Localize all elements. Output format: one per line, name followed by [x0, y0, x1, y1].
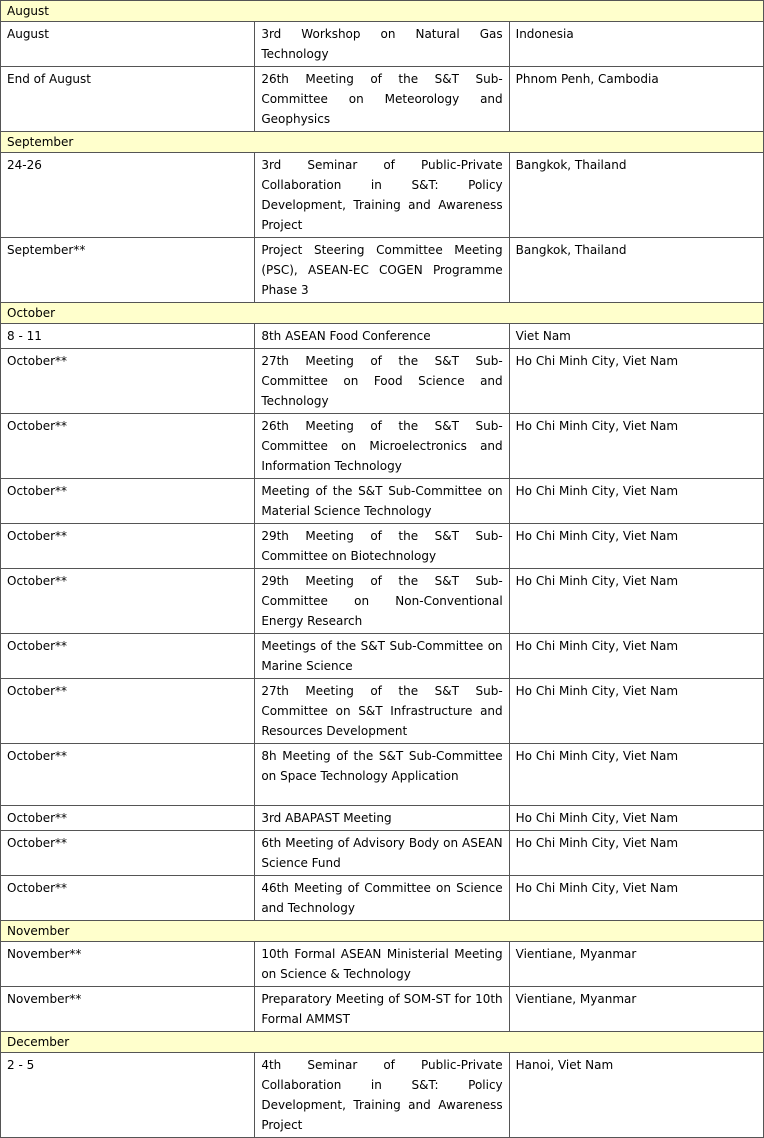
- date-cell: October**: [1, 414, 255, 479]
- venue-cell: Bangkok, Thailand: [509, 153, 763, 238]
- event-cell: 10th Formal ASEAN Ministerial Meeting on Science & Technology: [255, 942, 509, 987]
- event-cell: 27th Meeting of the S&T Sub-Committee on Food Science and Technology: [255, 349, 509, 414]
- table-row: [1, 153, 764, 238]
- date-cell: 8 - 11: [1, 324, 255, 349]
- month-label: October: [1, 303, 764, 324]
- event-cell: Project Steering Committee Meeting (PSC), ASEAN-EC COGEN Programme Phase 3: [255, 238, 509, 303]
- date-cell: August: [1, 22, 255, 67]
- month-header-row: [1, 921, 764, 942]
- event-cell: Meeting of the S&T Sub-Committee on Material Science Technology: [255, 479, 509, 524]
- table-row: [1, 679, 764, 744]
- event-cell: 26th Meeting of the S&T Sub-Committee on Microelectronics and Information Technology: [255, 414, 509, 479]
- table-row: [1, 569, 764, 634]
- month-header-row: [1, 132, 764, 153]
- month-label: December: [1, 1032, 764, 1053]
- venue-cell: Ho Chi Minh City, Viet Nam: [509, 806, 763, 831]
- venue-cell: Ho Chi Minh City, Viet Nam: [509, 349, 763, 414]
- date-cell: October**: [1, 806, 255, 831]
- table-row: [1, 67, 764, 132]
- table-row: [1, 349, 764, 414]
- event-cell: Preparatory Meeting of SOM-ST for 10th Formal AMMST: [255, 987, 509, 1032]
- venue-cell: Ho Chi Minh City, Viet Nam: [509, 524, 763, 569]
- table-row: [1, 22, 764, 67]
- date-cell: November**: [1, 942, 255, 987]
- month-label: August: [1, 1, 764, 22]
- table-row: [1, 942, 764, 987]
- table-row: [1, 744, 764, 806]
- event-cell: 6th Meeting of Advisory Body on ASEAN Science Fund: [255, 831, 509, 876]
- table-row: [1, 634, 764, 679]
- date-cell: October**: [1, 479, 255, 524]
- table-row: [1, 1053, 764, 1138]
- date-cell: October**: [1, 679, 255, 744]
- venue-cell: Ho Chi Minh City, Viet Nam: [509, 479, 763, 524]
- month-header-row: [1, 303, 764, 324]
- event-cell: 3rd Workshop on Natural Gas Technology: [255, 22, 509, 67]
- month-header-row: [1, 1, 764, 22]
- venue-cell: Ho Chi Minh City, Viet Nam: [509, 831, 763, 876]
- venue-cell: Ho Chi Minh City, Viet Nam: [509, 634, 763, 679]
- event-cell: 3rd ABAPAST Meeting: [255, 806, 509, 831]
- event-cell: Meetings of the S&T Sub-Committee on Marine Science: [255, 634, 509, 679]
- date-cell: October**: [1, 349, 255, 414]
- event-cell: 26th Meeting of the S&T Sub-Committee on Meteorology and Geophysics: [255, 67, 509, 132]
- venue-cell: Viet Nam: [509, 324, 763, 349]
- event-cell: 4th Seminar of Public-Private Collaboration in S&T: Policy Development, Training and Awareness Project: [255, 1053, 509, 1138]
- date-cell: 2 - 5: [1, 1053, 255, 1138]
- table-row: [1, 414, 764, 479]
- venue-cell: Ho Chi Minh City, Viet Nam: [509, 569, 763, 634]
- venue-cell: Indonesia: [509, 22, 763, 67]
- venue-cell: Ho Chi Minh City, Viet Nam: [509, 414, 763, 479]
- table-row: [1, 524, 764, 569]
- table-row: [1, 479, 764, 524]
- date-cell: September**: [1, 238, 255, 303]
- event-cell: 8h Meeting of the S&T Sub-Committee on Space Technology Application: [255, 744, 509, 806]
- event-cell: 29th Meeting of the S&T Sub-Committee on Non-Conventional Energy Research: [255, 569, 509, 634]
- date-cell: End of August: [1, 67, 255, 132]
- table-row: [1, 324, 764, 349]
- date-cell: 24-26: [1, 153, 255, 238]
- venue-cell: Ho Chi Minh City, Viet Nam: [509, 679, 763, 744]
- month-label: September: [1, 132, 764, 153]
- table-row: [1, 987, 764, 1032]
- date-cell: October**: [1, 876, 255, 921]
- event-cell: 46th Meeting of Committee on Science and Technology: [255, 876, 509, 921]
- venue-cell: Hanoi, Viet Nam: [509, 1053, 763, 1138]
- event-cell: 27th Meeting of the S&T Sub-Committee on S&T Infrastructure and Resources Development: [255, 679, 509, 744]
- venue-cell: Phnom Penh, Cambodia: [509, 67, 763, 132]
- venue-cell: Ho Chi Minh City, Viet Nam: [509, 744, 763, 806]
- date-cell: October**: [1, 831, 255, 876]
- event-cell: 3rd Seminar of Public-Private Collaboration in S&T: Policy Development, Training and Awareness Project: [255, 153, 509, 238]
- table-row: [1, 831, 764, 876]
- venue-cell: Ho Chi Minh City, Viet Nam: [509, 876, 763, 921]
- month-label: November: [1, 921, 764, 942]
- event-cell: 29th Meeting of the S&T Sub-Committee on Biotechnology: [255, 524, 509, 569]
- venue-cell: Vientiane, Myanmar: [509, 987, 763, 1032]
- venue-cell: Bangkok, Thailand: [509, 238, 763, 303]
- event-cell: 8th ASEAN Food Conference: [255, 324, 509, 349]
- date-cell: November**: [1, 987, 255, 1032]
- table-row: [1, 806, 764, 831]
- venue-cell: Vientiane, Myanmar: [509, 942, 763, 987]
- date-cell: October**: [1, 634, 255, 679]
- date-cell: October**: [1, 744, 255, 806]
- table-row: [1, 238, 764, 303]
- table-row: [1, 876, 764, 921]
- date-cell: October**: [1, 569, 255, 634]
- month-header-row: [1, 1032, 764, 1053]
- date-cell: October**: [1, 524, 255, 569]
